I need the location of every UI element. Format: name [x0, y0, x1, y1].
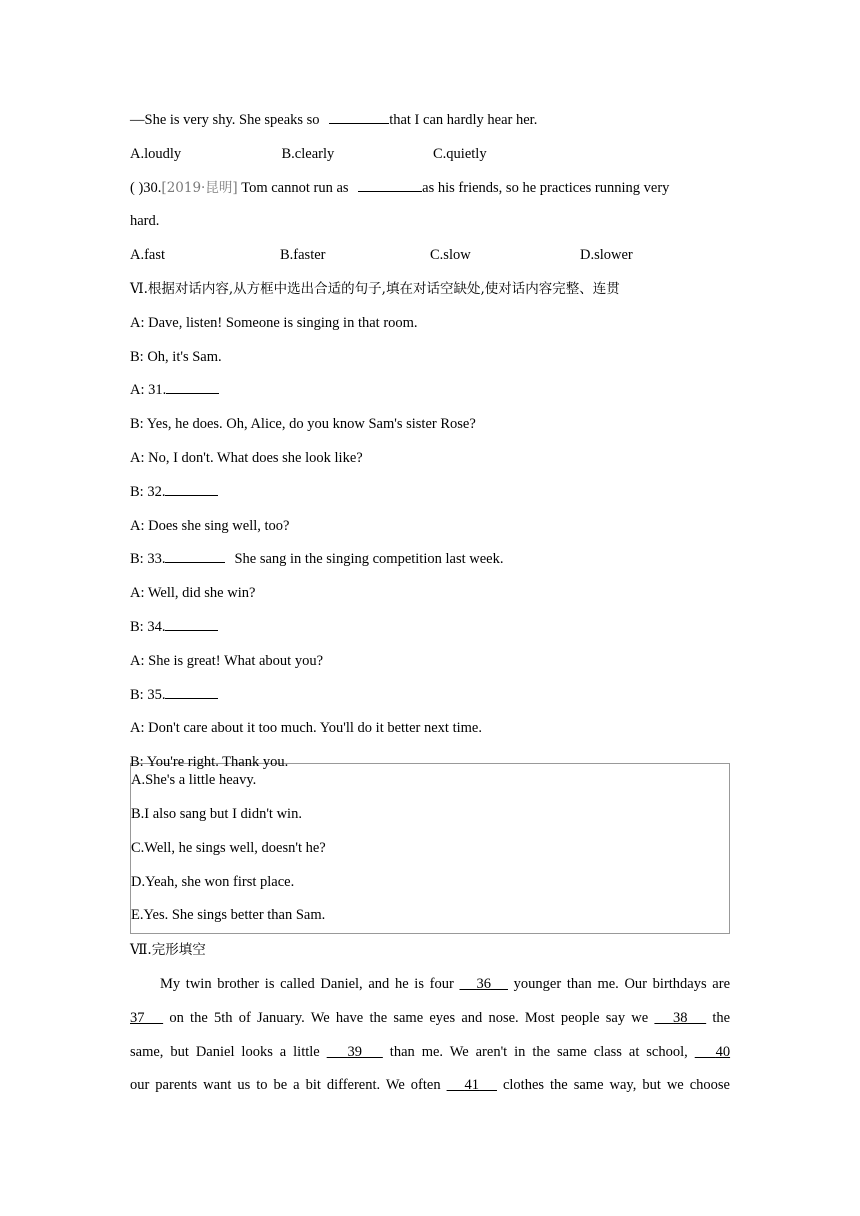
- q30-stem-part3: hard.: [130, 213, 160, 230]
- dialogue-line: A: Well, did she win?: [130, 585, 256, 602]
- choice-a: A.She's a little heavy.: [131, 772, 257, 789]
- q30-stem: [130, 172, 730, 206]
- cloze-passage: [130, 968, 730, 1103]
- passage-line: our parents want us to be a bit different. We often 41 clothes the same way, but we choose: [130, 1077, 730, 1094]
- option-b[interactable]: B.faster: [280, 247, 326, 264]
- q29-stem-part1: —She is very shy. She speaks so: [130, 112, 320, 128]
- q29-stem-part2: that I can hardly hear her.: [389, 112, 538, 128]
- choice-e: E.Yes. She sings better than Sam.: [131, 907, 326, 924]
- blank-39[interactable]: 39: [347, 1043, 363, 1060]
- answer-blank[interactable]: [165, 562, 225, 563]
- option-a[interactable]: A.loudly: [130, 145, 182, 162]
- dialogue-line: A: Does she sing well, too?: [130, 517, 290, 534]
- section7-heading: Ⅶ.完形填空: [130, 942, 206, 959]
- answer-blank[interactable]: [166, 393, 219, 394]
- dialogue-line: A: Don't care about it too much. You'll do it better next time.: [130, 720, 482, 737]
- option-a[interactable]: A.fast: [130, 247, 166, 264]
- option-b[interactable]: B.clearly: [281, 145, 335, 162]
- blank-36[interactable]: 36: [476, 975, 491, 992]
- answer-blank[interactable]: [329, 123, 389, 124]
- worksheet-page: [130, 104, 730, 1103]
- passage-line: same, but Daniel looks a little 39 than me. We aren't in the same class at school, 40: [130, 1043, 731, 1060]
- section6-heading: Ⅵ.根据对话内容,从方框中选出合适的句子,填在对话空缺处,使对话内容完整、连贯: [130, 280, 620, 297]
- dialogue-line: B: Yes, he does. Oh, Alice, do you know Sam's sister Rose?: [130, 416, 476, 433]
- answer-blank[interactable]: [165, 630, 218, 631]
- q29-options: [130, 138, 730, 172]
- blank-38[interactable]: 38: [673, 1009, 688, 1026]
- choice-d: D.Yeah, she won first place.: [131, 873, 295, 890]
- dialogue-line: B: 34.: [130, 611, 730, 645]
- dialogue-line: A: 31.: [130, 374, 730, 408]
- q30-number: ( )30.: [130, 179, 162, 196]
- choice-b: B.I also sang but I didn't win.: [131, 805, 302, 822]
- q30-stem-part2: as his friends, so he practices running very: [422, 179, 670, 196]
- dialogue-line: A: She is great! What about you?: [130, 652, 324, 669]
- answer-blank[interactable]: [358, 191, 422, 192]
- q30-options: [130, 239, 730, 273]
- answer-blank[interactable]: [165, 698, 218, 699]
- q30-source: [2019·昆明]: [161, 179, 238, 196]
- option-d[interactable]: D.slower: [580, 247, 633, 264]
- passage-line: My twin brother is called Daniel, and he is four 36 younger than me. Our birthdays are: [160, 975, 731, 992]
- answer-blank[interactable]: [165, 495, 218, 496]
- option-c[interactable]: C.quietly: [433, 145, 487, 162]
- option-c[interactable]: C.slow: [430, 247, 471, 264]
- dialogue-line: B: 35.: [130, 679, 730, 713]
- dialogue-line: B: 33. She sang in the singing competition last week.: [130, 551, 504, 568]
- q29-stem: [130, 104, 730, 138]
- choices-box: [130, 763, 730, 934]
- passage-line: 37 on the 5th of January. We have the same eyes and nose. Most people say we 38 the: [130, 1009, 731, 1026]
- dialogue-line: A: Dave, listen! Someone is singing in that room.: [130, 314, 418, 331]
- dialogue-line: B: 32.: [130, 476, 730, 510]
- choice-c: C.Well, he sings well, doesn't he?: [131, 839, 326, 856]
- dialogue-line: B: You're right. Thank you.: [130, 754, 289, 771]
- q30-stem-part1: Tom cannot run as: [237, 179, 349, 196]
- dialogue-line: B: Oh, it's Sam.: [130, 348, 222, 365]
- blank-41[interactable]: 41: [464, 1077, 480, 1094]
- blank-40[interactable]: 40: [715, 1043, 731, 1060]
- blank-37[interactable]: 37: [130, 1009, 145, 1026]
- dialogue-line: A: No, I don't. What does she look like?: [130, 449, 363, 466]
